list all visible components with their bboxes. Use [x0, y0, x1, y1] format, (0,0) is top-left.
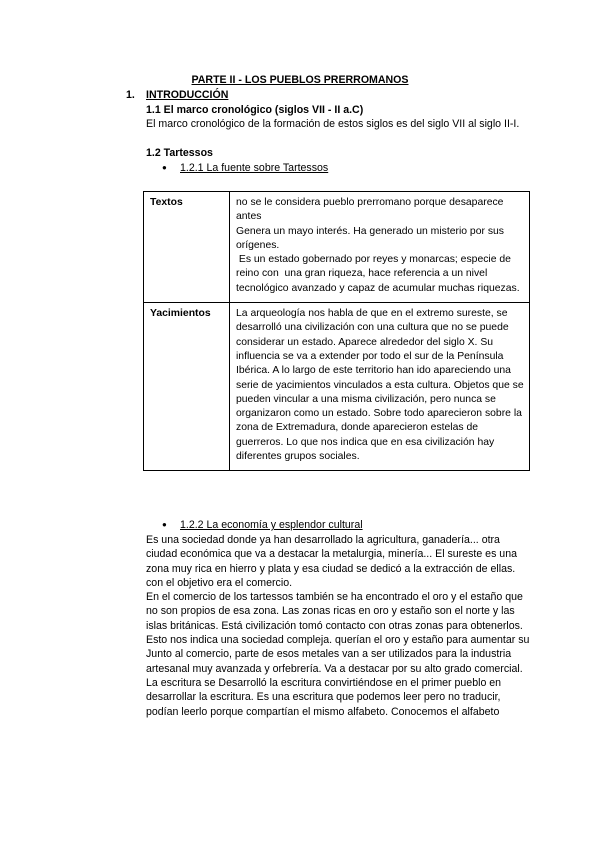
bullet-label: 1.2.1 La fuente sobre Tartessos — [180, 162, 329, 174]
bullet-economia — [162, 518, 363, 532]
bullet-fuente-tartessos — [162, 161, 328, 175]
section-heading-introduccion — [126, 88, 228, 102]
subsection-heading-marco: 1.1 El marco cronológico (siglos VII - II a.C) — [146, 104, 364, 116]
table-row — [144, 303, 530, 471]
section-number: 1. — [126, 89, 135, 101]
row-content: no se le considera pueblo prerromano porque desaparece antes Genera un mayo interés. Ha generado un misterio por sus orígenes. Es un estado gobernado por reyes y monarcas; especie de reino con una gran riqueza, hace referencia a un nivel tecnológico avanzado y capaz de acumular muchas riquezas. — [230, 192, 530, 303]
paragraph: En el comercio de los tartessos también se ha encontrado el oro y el estaño que no son propios de esa zona. Las zonas ricas en oro y estaño son el norte y las islas británicas. Está civilización tomó contacto con otras zonas para obtenerlos. Esto nos indica una sociedad compleja. querían el oro y estaño para aumentar su — [146, 591, 530, 647]
paragraph: Junto al comercio, parte de esos metales van a ser utilizados para la industria artesanal muy avanzada y orfebrería. Va a destacar por su alto grado comercial. — [146, 648, 523, 675]
subsection-text-marco: El marco cronológico de la formación de estos siglos es del siglo VII al siglo II-I. — [146, 118, 520, 130]
bullet-marker: ● — [162, 163, 167, 172]
table-row — [144, 192, 530, 303]
row-label: Yacimientos — [144, 303, 230, 471]
row-label: Textos — [144, 192, 230, 303]
document-title: PARTE II - LOS PUEBLOS PRERROMANOS — [191, 74, 409, 86]
sources-table — [143, 191, 530, 471]
bullet-label: 1.2.2 La economía y esplendor cultural — [180, 519, 363, 531]
row-content: La arqueología nos habla de que en el extremo sureste, se desarrolló una civilización con una cultura que no se puede considerar un estado. Aparece alrededor del siglo X. Su influencia se va a extender por todo el sur de la Península Ibérica. A lo largo de este territorio han ido apareciendo una serie de yacimientos vinculados a esta cultura. Objetos que se pueden vincular a una misma civilización, pero nunca se organizaron como un estado. Sobre todo aparecieron sobre la zona de Extremadura, donde aparecieron estelas de guerreros. Lo que nos indica que en esa civilización hay diferentes grupos sociales. — [230, 303, 530, 471]
paragraph: Es una sociedad donde ya han desarrollado la agricultura, ganadería... otra ciudad económica que va a destacar la metalurgia, minería... El sureste es una zona muy rica en hierro y plata y esa ciudad se dedicó a la extracción de ellas. con el objetivo era el comercio. — [146, 534, 517, 589]
section-label: INTRODUCCIÓN — [146, 89, 229, 101]
subsection-heading-tartessos: 1.2 Tartessos — [146, 147, 213, 159]
paragraph: La escritura se Desarrolló la escritura convirtiéndose en el primer pueblo en desarrollar la escritura. Es una escritura que podemos leer pero no traducir, podían leerlo porque compartían el mismo alfabeto. Conocemos el alfabeto — [146, 676, 502, 718]
body-text — [146, 533, 531, 719]
bullet-marker: ● — [162, 520, 167, 529]
